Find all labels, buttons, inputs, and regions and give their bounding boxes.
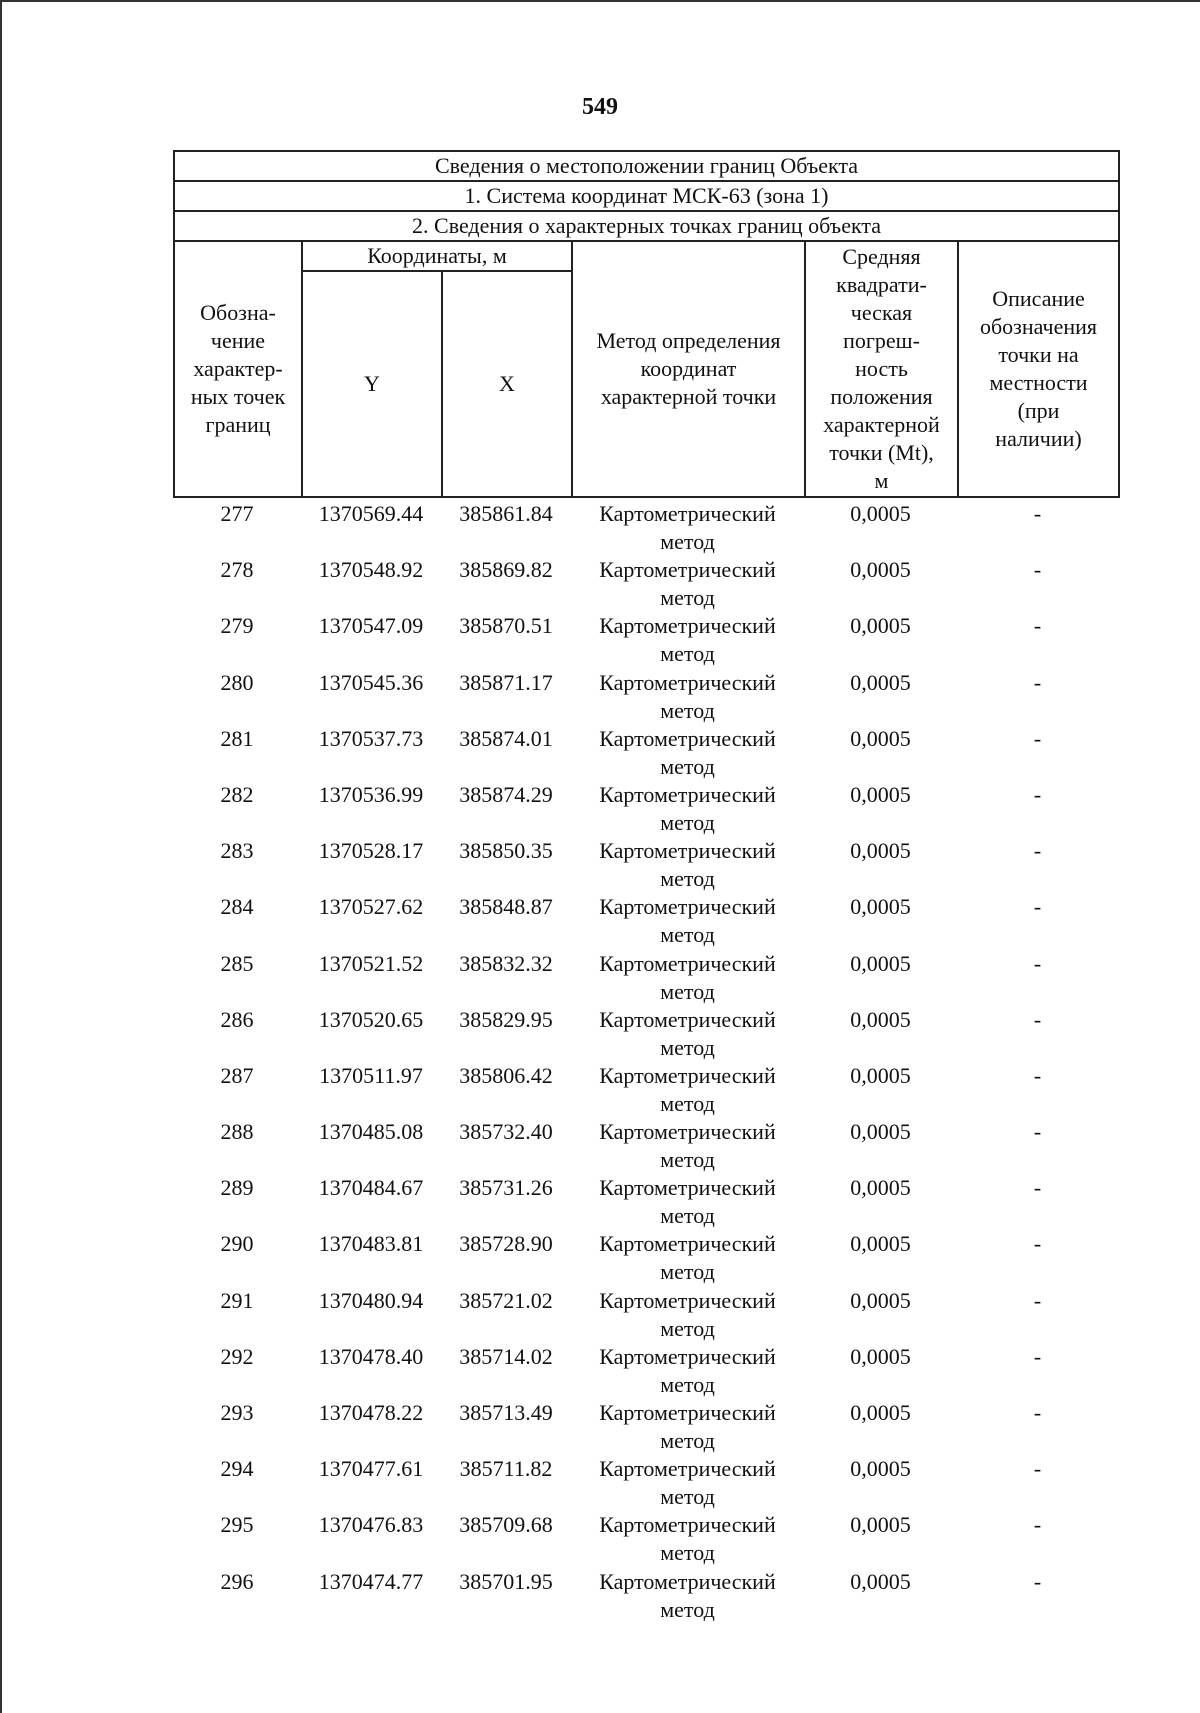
mean-error: 0,0005 — [850, 1400, 911, 1425]
method — [571, 556, 804, 612]
coord-y: 1370483.81 — [318, 1231, 424, 1257]
method — [571, 1511, 804, 1567]
method — [571, 837, 804, 893]
method-line: Картометрический — [599, 1287, 776, 1313]
mean-error: 0,0005 — [850, 1512, 911, 1538]
header-line: характерной точки — [600, 384, 777, 409]
header-line: местности — [989, 370, 1088, 395]
method — [571, 1455, 804, 1511]
method-line: Картометрический — [599, 1006, 776, 1032]
method-line: Картометрический — [599, 1568, 776, 1594]
method-line: метод — [660, 753, 715, 779]
point-description: - — [1033, 1343, 1042, 1369]
point-description: - — [1033, 1119, 1042, 1145]
method-line: метод — [660, 1315, 715, 1341]
mean-error: 0,0005 — [850, 1456, 911, 1482]
method-line: метод — [660, 641, 715, 667]
col-method-header — [572, 241, 805, 497]
method-line: Картометрический — [599, 725, 776, 751]
method-line: метод — [660, 866, 715, 892]
header-line: ных точек — [190, 384, 286, 409]
coord-y: 1370547.09 — [318, 613, 424, 639]
mean-error: 0,0005 — [850, 501, 911, 526]
header-line: характерной — [823, 412, 940, 437]
coord-y: 1370477.61 — [318, 1456, 424, 1482]
col-method-text — [596, 327, 780, 411]
coord-y: 1370528.17 — [318, 838, 424, 864]
method-line: метод — [660, 529, 715, 554]
table-row — [173, 1006, 1118, 1062]
col-error-header — [805, 241, 958, 497]
point-id: 282 — [220, 781, 254, 807]
table-row — [173, 1511, 1118, 1567]
mean-error: 0,0005 — [850, 1287, 911, 1313]
table-row — [173, 1568, 1118, 1624]
point-id: 278 — [220, 557, 254, 583]
table-row — [173, 1343, 1118, 1399]
point-id: 293 — [220, 1400, 254, 1425]
method-line: метод — [660, 922, 715, 948]
point-id: 285 — [220, 950, 254, 976]
mean-error: 0,0005 — [850, 669, 911, 695]
page-number: 549 — [582, 94, 618, 120]
method — [571, 725, 804, 781]
mean-error: 0,0005 — [850, 894, 911, 920]
method-line: метод — [660, 1090, 715, 1116]
header-line: Средняя — [842, 244, 921, 269]
method-line: метод — [660, 1259, 715, 1285]
table-row — [173, 1062, 1118, 1118]
coord-x: 385870.51 — [459, 613, 553, 639]
table-row — [173, 1399, 1118, 1455]
point-id: 295 — [220, 1512, 254, 1538]
point-description: - — [1033, 838, 1042, 864]
point-id: 286 — [220, 1006, 254, 1032]
coord-x: 385709.68 — [459, 1512, 553, 1538]
table-row — [173, 669, 1118, 725]
coord-y: 1370484.67 — [318, 1175, 424, 1201]
method-line: Картометрический — [599, 1456, 776, 1482]
point-description: - — [1033, 781, 1042, 807]
coord-y: 1370485.08 — [318, 1119, 424, 1145]
method-line: метод — [660, 1596, 715, 1622]
method — [571, 612, 804, 668]
coord-x: 385832.32 — [459, 950, 553, 976]
header-line: точки на — [998, 342, 1079, 367]
header-line: Обозна- — [200, 300, 276, 325]
header-line: точки (Mt), — [829, 440, 934, 465]
header-line: погреш- — [843, 328, 920, 353]
method — [571, 893, 804, 949]
point-description: - — [1033, 1175, 1042, 1201]
method-line: Картометрический — [599, 1343, 776, 1369]
coord-x: 385721.02 — [459, 1287, 553, 1313]
header-line: границ — [205, 412, 271, 437]
point-description: - — [1033, 1400, 1042, 1425]
method — [571, 1006, 804, 1062]
coordinate-system: 1. Система координат МСК-63 (зона 1) — [174, 181, 1119, 211]
table-row — [173, 781, 1118, 837]
method-line: метод — [660, 1428, 715, 1453]
coord-x: 385731.26 — [459, 1175, 553, 1201]
mean-error: 0,0005 — [850, 1175, 911, 1201]
mean-error: 0,0005 — [850, 1231, 911, 1257]
header-line: обозначения — [979, 314, 1098, 339]
mean-error: 0,0005 — [850, 725, 911, 751]
coord-y: 1370527.62 — [318, 894, 424, 920]
mean-error: 0,0005 — [850, 613, 911, 639]
method-line: Картометрический — [599, 613, 776, 639]
coord-x: 385713.49 — [459, 1400, 553, 1425]
method-line: Картометрический — [599, 1231, 776, 1257]
coord-x: 385711.82 — [459, 1456, 553, 1482]
method-line: Картометрический — [599, 1119, 776, 1145]
point-id: 284 — [220, 894, 254, 920]
header-line: характер- — [193, 356, 283, 381]
coord-x: 385850.35 — [459, 838, 553, 864]
method — [571, 669, 804, 725]
col-description-text — [980, 285, 1097, 453]
point-description: - — [1033, 1456, 1042, 1482]
col-error-text — [823, 243, 940, 495]
header-line: Описание — [992, 286, 1085, 311]
mean-error: 0,0005 — [850, 950, 911, 976]
point-description: - — [1033, 669, 1042, 695]
method-line: Картометрический — [599, 838, 776, 864]
coord-x: 385806.42 — [459, 1062, 553, 1088]
method — [571, 1399, 804, 1455]
header-line: (при — [1017, 398, 1060, 423]
method — [571, 1062, 804, 1118]
coord-y: 1370537.73 — [318, 725, 424, 751]
method-line: Картометрический — [599, 950, 776, 976]
method-line: метод — [660, 1034, 715, 1060]
point-id: 291 — [220, 1287, 254, 1313]
point-description: - — [1033, 725, 1042, 751]
method-line: метод — [660, 1371, 715, 1397]
point-description: - — [1033, 1287, 1042, 1313]
table-row — [173, 893, 1118, 949]
point-description: - — [1033, 1006, 1042, 1032]
point-id: 292 — [220, 1343, 254, 1369]
point-id: 277 — [220, 501, 254, 526]
coord-x: 385829.95 — [459, 1006, 553, 1032]
method-line: метод — [660, 1540, 715, 1566]
mean-error: 0,0005 — [850, 1119, 911, 1145]
table-header — [173, 150, 1120, 498]
point-description: - — [1033, 613, 1042, 639]
method-line: метод — [660, 809, 715, 835]
mean-error: 0,0005 — [850, 557, 911, 583]
method — [571, 781, 804, 837]
method-line: метод — [660, 1484, 715, 1510]
coord-x: 385869.82 — [459, 557, 553, 583]
coord-y: 1370569.44 — [318, 501, 424, 526]
table-row — [173, 1230, 1118, 1286]
table-row — [173, 1287, 1118, 1343]
method-line: Картометрический — [599, 669, 776, 695]
table-row — [173, 1174, 1118, 1230]
coord-y: 1370478.22 — [318, 1400, 424, 1425]
mean-error: 0,0005 — [850, 838, 911, 864]
point-description: - — [1033, 894, 1042, 920]
table-row — [173, 500, 1118, 556]
mean-error: 0,0005 — [850, 1006, 911, 1032]
header-line: квадрати- — [836, 272, 927, 297]
point-id: 288 — [220, 1119, 254, 1145]
table-row — [173, 612, 1118, 668]
method — [571, 1287, 804, 1343]
header-line: положения — [830, 384, 933, 409]
table-row — [173, 950, 1118, 1006]
coord-x: 385871.17 — [459, 669, 553, 695]
point-description: - — [1033, 1062, 1042, 1088]
point-id: 294 — [220, 1456, 254, 1482]
method-line: метод — [660, 697, 715, 723]
point-description: - — [1033, 950, 1042, 976]
header-line: ческая — [850, 300, 913, 325]
method-line: метод — [660, 978, 715, 1004]
point-id: 287 — [220, 1062, 254, 1088]
point-id: 280 — [220, 669, 254, 695]
col-description-header — [958, 241, 1119, 497]
coord-y: 1370545.36 — [318, 669, 424, 695]
coord-y: 1370548.92 — [318, 557, 424, 583]
point-id: 290 — [220, 1231, 254, 1257]
method — [571, 1343, 804, 1399]
point-description: - — [1033, 1568, 1042, 1594]
header-line: чение — [210, 328, 266, 353]
coord-x: 385861.84 — [459, 501, 553, 526]
coord-x: 385714.02 — [459, 1343, 553, 1369]
scan-edge-top — [0, 0, 1200, 2]
method-line: метод — [660, 1203, 715, 1229]
method-line: метод — [660, 585, 715, 611]
table-row — [173, 556, 1118, 612]
col-x-header: X — [442, 271, 572, 497]
mean-error: 0,0005 — [850, 781, 911, 807]
coordinates-table — [173, 500, 1118, 1624]
mean-error: 0,0005 — [850, 1062, 911, 1088]
point-id: 289 — [220, 1175, 254, 1201]
mean-error: 0,0005 — [850, 1343, 911, 1369]
coord-x: 385874.01 — [459, 725, 553, 751]
method — [571, 1174, 804, 1230]
method-line: Картометрический — [599, 1175, 776, 1201]
point-id: 279 — [220, 613, 254, 639]
header-line: Метод определения — [596, 328, 781, 353]
point-description: - — [1033, 501, 1042, 526]
method — [571, 1230, 804, 1286]
header-line: м — [874, 468, 889, 493]
point-description: - — [1033, 1231, 1042, 1257]
coord-x: 385728.90 — [459, 1231, 553, 1257]
scan-edge-left — [0, 0, 2, 1713]
coord-x: 385874.29 — [459, 781, 553, 807]
method-line: Картометрический — [599, 781, 776, 807]
section-title: 2. Сведения о характерных точках границ объекта — [174, 211, 1119, 241]
table-row — [173, 1455, 1118, 1511]
coord-y: 1370474.77 — [318, 1568, 424, 1594]
header-line: наличии) — [995, 426, 1082, 451]
point-id: 283 — [220, 838, 254, 864]
method — [571, 950, 804, 1006]
coord-y: 1370476.83 — [318, 1512, 424, 1538]
table-row — [173, 1118, 1118, 1174]
point-id: 296 — [220, 1568, 254, 1594]
mean-error: 0,0005 — [850, 1568, 911, 1594]
method — [571, 1118, 804, 1174]
method-line: метод — [660, 1147, 715, 1173]
method-line: Картометрический — [599, 557, 776, 583]
coord-x: 385701.95 — [459, 1568, 553, 1594]
method — [571, 500, 804, 556]
header-line: координат — [640, 356, 737, 381]
coord-y: 1370520.65 — [318, 1006, 424, 1032]
method-line: Картометрический — [599, 1512, 776, 1538]
coord-x: 385732.40 — [459, 1119, 553, 1145]
method — [571, 1568, 804, 1624]
point-description: - — [1033, 557, 1042, 583]
col-designation-text — [191, 299, 285, 439]
table-body — [173, 500, 1118, 1624]
method-line: Картометрический — [599, 1062, 776, 1088]
coord-y: 1370536.99 — [318, 781, 424, 807]
point-id: 281 — [220, 725, 254, 751]
method-line: Картометрический — [599, 894, 776, 920]
point-description: - — [1033, 1512, 1042, 1538]
table-row — [173, 837, 1118, 893]
coord-y: 1370521.52 — [318, 950, 424, 976]
coord-y: 1370511.97 — [319, 1062, 423, 1088]
coord-x: 385848.87 — [459, 894, 553, 920]
coord-y: 1370478.40 — [318, 1343, 424, 1369]
header-line: ность — [855, 356, 908, 381]
table-title: Сведения о местоположении границ Объекта — [174, 151, 1119, 181]
col-coordinates-header: Координаты, м — [302, 241, 572, 271]
method-line: Картометрический — [599, 1400, 776, 1425]
table-row — [173, 725, 1118, 781]
method-line: Картометрический — [599, 501, 776, 526]
coord-y: 1370480.94 — [318, 1287, 424, 1313]
col-y-header: Y — [302, 271, 442, 497]
col-designation-header — [174, 241, 302, 497]
